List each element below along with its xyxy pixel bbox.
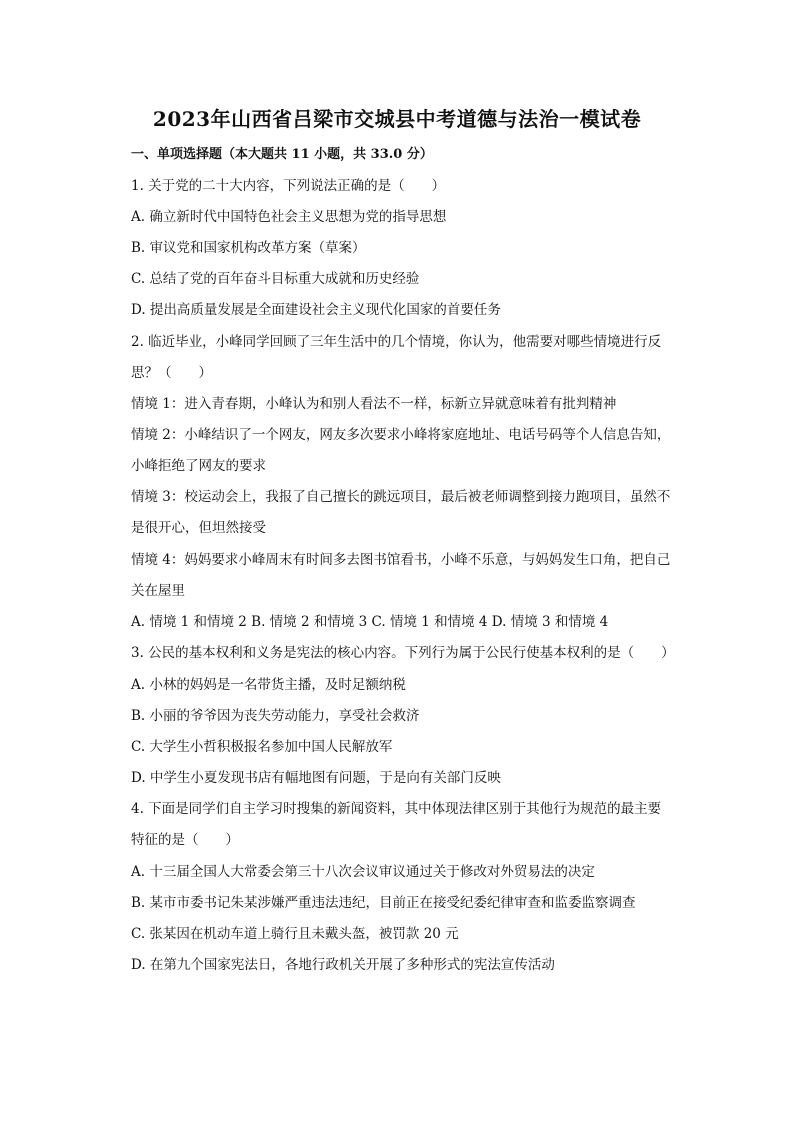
q1-stem: 1. 关于党的二十大内容，下列说法正确的是（ ） [131,178,446,194]
q2-scenario-2-line2: 小峰拒绝了网友的要求 [131,458,266,474]
q2-stem-line1: 2. 临近毕业，小峰同学回顾了三年生活中的几个情境，你认为，他需要对哪些情境进行反 [131,334,662,350]
q4-stem-line2: 特征的是（ ） [131,832,239,848]
q4-option-d: D. 在第九个国家宪法日，各地行政机关开展了多种形式的宪法宣传活动 [131,957,555,973]
page-title: 2023年山西省吕梁市交城县中考道德与法治一模试卷 [152,107,642,131]
q4-stem-line1: 4. 下面是同学们自主学习时搜集的新闻资料，其中体现法律区别于其他行为规范的最主要 [131,801,662,817]
q3-option-a: A. 小林的妈妈是一名带货主播，及时足额纳税 [131,677,406,693]
q1-option-c: C. 总结了党的百年奋斗目标重大成就和历史经验 [131,271,420,287]
q3-stem: 3. 公民的基本权利和义务是宪法的核心内容。下列行为属于公民行使基本权利的是（ ） [131,645,675,661]
q1-option-a: A. 确立新时代中国特色社会主义思想为党的指导思想 [131,209,447,225]
q4-option-b: B. 某市市委书记朱某涉嫌严重违法违纪，目前正在接受纪委纪律审查和监委监察调查 [131,895,636,911]
q4-option-a: A. 十三届全国人大常委会第三十八次会议审议通过关于修改对外贸易法的决定 [131,864,595,880]
q1-option-b: B. 审议党和国家机构改革方案（草案） [131,240,366,256]
q2-scenario-3-line1: 情境 3：校运动会上，我报了自己擅长的跳远项目，最后被老师调整到接力跑项目，虽然不 [131,489,671,505]
q2-options: A. 情境 1 和情境 2 B. 情境 2 和情境 3 C. 情境 1 和情境 4 D. 情境 3 和情境 4 [131,614,609,630]
q4-option-c: C. 张某因在机动车道上骑行且未戴头盔，被罚款 20 元 [131,926,459,942]
q2-scenario-3-line2: 是很开心，但坦然接受 [131,520,266,536]
q3-option-c: C. 大学生小哲积极报名参加中国人民解放军 [131,739,393,755]
q2-scenario-4-line2: 关在屋里 [131,583,185,599]
q2-scenario-4-line1: 情境 4：妈妈要求小峰周末有时间多去图书馆看书，小峰不乐意，与妈妈发生口角，把自己 [131,552,671,568]
q2-stem-line2: 思？（ ） [131,365,212,381]
q3-option-b: B. 小丽的爷爷因为丧失劳动能力，享受社会救济 [131,708,420,724]
q2-scenario-1: 情境 1：进入青春期，小峰认为和别人看法不一样，标新立异就意味着有批判精神 [131,396,617,412]
q2-scenario-2-line1: 情境 2：小峰结识了一个网友，网友多次要求小峰将家庭地址、电话号码等个人信息告知， [131,427,671,443]
q3-option-d: D. 中学生小夏发现书店有幅地图有问题，于是向有关部门反映 [131,770,501,786]
section-heading: 一、单项选择题（本大题共 11 小题，共 33.0 分） [131,147,433,162]
q1-option-d: D. 提出高质量发展是全面建设社会主义现代化国家的首要任务 [131,302,501,318]
